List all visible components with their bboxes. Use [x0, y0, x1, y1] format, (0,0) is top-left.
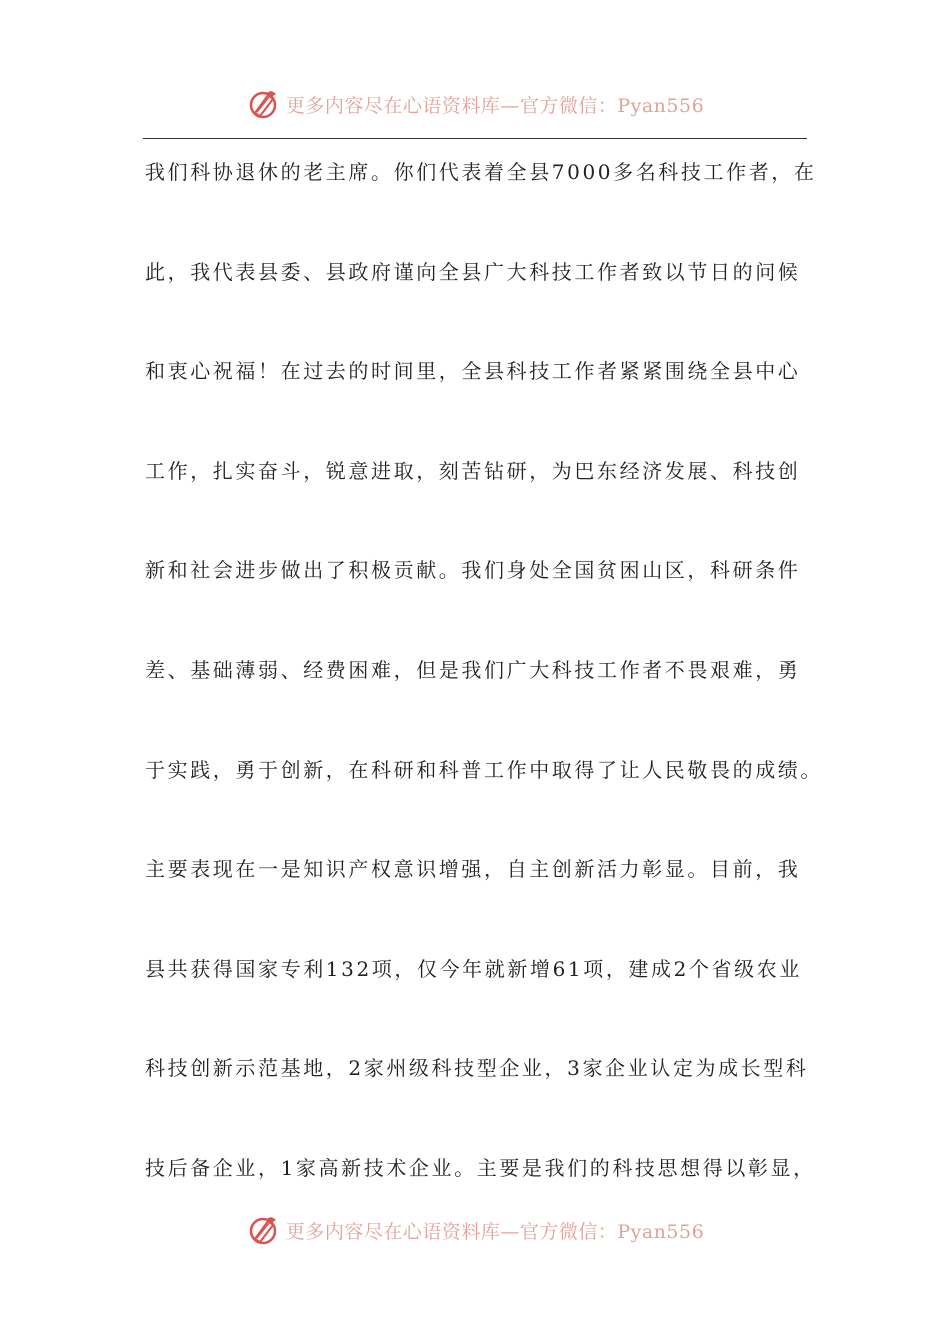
pen-nib-circle-icon — [246, 1212, 282, 1248]
header-banner — [0, 82, 950, 126]
body-line: 县共获得国家专利132项，仅今年就新增61项，建成2个省级农业 — [145, 956, 802, 981]
pen-nib-circle-icon — [246, 86, 282, 122]
body-line: 差、基础薄弱、经费困难，但是我们广大科技工作者不畏艰难，勇 — [145, 657, 801, 682]
header-banner-text: 更多内容尽在心语资料库—官方微信：Pyan556 — [285, 94, 705, 117]
header-rule — [143, 138, 807, 139]
body-line: 科技创新示范基地，2家州级科技型企业，3家企业认定为成长型科 — [145, 1056, 809, 1081]
document-body — [145, 150, 825, 1246]
footer-banner-text: 更多内容尽在心语资料库—官方微信：Pyan556 — [285, 1220, 705, 1243]
body-line: 新和社会进步做出了积极贡献。我们身处全国贫困山区，科研条件 — [145, 558, 801, 583]
footer-banner — [0, 1208, 950, 1252]
body-line: 于实践，勇于创新，在科研和科普工作中取得了让人民敬畏的成绩。 — [145, 757, 823, 782]
body-line: 和衷心祝福！在过去的时间里，全县科技工作者紧紧围绕全县中心 — [145, 359, 801, 384]
body-line: 此，我代表县委、县政府谨向全县广大科技工作者致以节日的问候 — [145, 259, 801, 284]
body-line: 我们科协退休的老主席。你们代表着全县7000多名科技工作者，在 — [145, 160, 817, 184]
body-line: 技后备企业，1家高新技术企业。主要是我们的科技思想得以彰显， — [145, 1155, 816, 1180]
body-line: 主要表现在一是知识产权意识增强，自主创新活力彰显。目前，我 — [145, 857, 801, 882]
body-line: 工作，扎实奋斗，锐意进取，刻苦钻研，为巴东经济发展、科技创 — [145, 458, 801, 483]
